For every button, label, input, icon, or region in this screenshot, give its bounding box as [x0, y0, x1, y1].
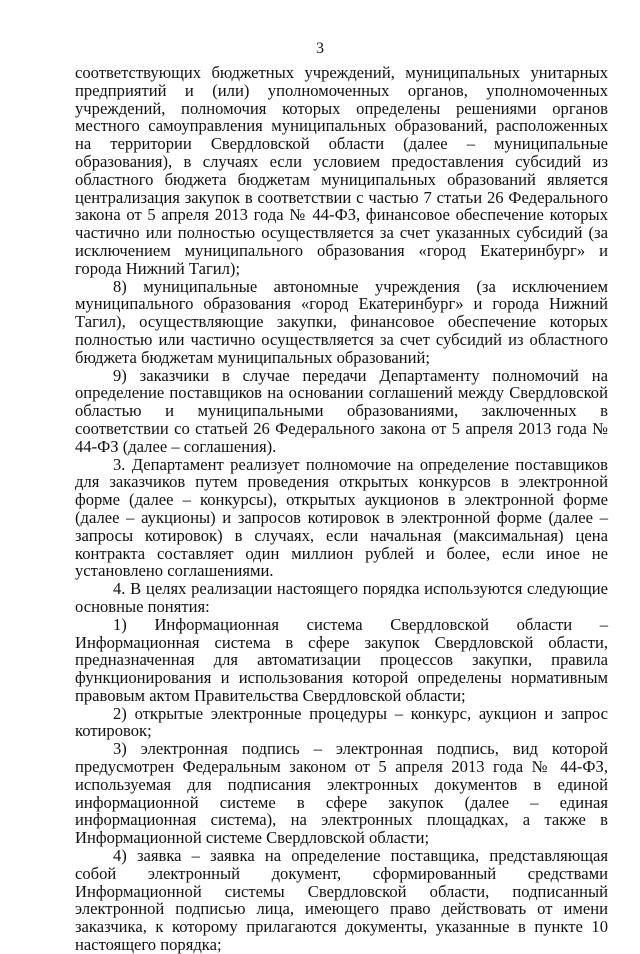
paragraph-definition-2: 2) открытые электронные процедуры – конкурс, аукцион и запрос котировок; [75, 703, 608, 741]
paragraph-item-8: 8) муниципальные автономные учреждения (за исключением муниципального образования «город Екатеринбург» и города Нижний Тагил), осуществляющие закупки, финансовое обеспечение которых полностью или частично осуществляется за счет субсидий из областного бюджета бюджетам муниципальных образований; [75, 276, 608, 367]
paragraph-definition-4: 4) заявка – заявка на определение поставщика, представляющая собой электронный документ, сформированный средствами Информационной системы Свердловской области, подписанный электронной подписью лица, имеющего право действовать от имени заказчика, к которому прилагаются документы, указанные в пункте 10 настоящего порядка; [75, 846, 608, 954]
paragraph-definition-1: 1) Информационная система Свердловской области – Информационная система в сфере закупок Свердловской области, предназначенная для автоматизации процессов закупки, правила функционирования и использования которой определены нормативным правовым актом Правительства Свердловской области; [75, 614, 608, 705]
paragraph-item-9: 9) заказчики в случае передачи Департаменту полномочий на определение поставщиков на основании соглашений между Свердловской областью и муниципальными образованиями, заключенных в соответствии со статьей 26 Федерального закона от 5 апреля 2013 года № 44-ФЗ (далее – соглашения). [75, 365, 608, 456]
page-number: 3 [316, 40, 324, 57]
paragraph-clause-4: 4. В целях реализации настоящего порядка используются следующие основные понятия: [75, 579, 608, 616]
paragraph-continuation: соответствующих бюджетных учреждений, муниципальных унитарных предприятий и (или) уполномоченных органов, уполномоченных учреждений, полномочия которых определены решениями органов местного самоуправления муниципальных образований, расположенных на территории Свердловской области (далее – муниципальные образования), в случаях если условием предоставления субсидий из областного бюджета бюджетам муниципальных образований является централизация закупок в соответствии с частью 7 статьи 26 Федерального закона от 5 апреля 2013 года № 44-ФЗ, финансовое обеспечение которых частично или полностью осуществляется за счет указанных субсидий (за исключением муниципального образования «город Екатеринбург» и города Нижний Тагил); [75, 63, 608, 278]
document-text [75, 64, 608, 954]
paragraph-clause-3: 3. Департамент реализует полномочие на определение поставщиков для заказчиков путем проведения открытых конкурсов в электронной форме (далее – конкурсы), открытых аукционов в электронной форме (далее – аукционы) и запросов котировок в электронной форме (далее – запросы котировок) в случаях, если начальная (максимальная) цена контракта составляет один миллион рублей и более, если иное не установлено соглашениями. [75, 454, 608, 581]
paragraph-definition-3: 3) электронная подпись – электронная подпись, вид которой предусмотрен Федеральным законом от 5 апреля 2013 года № 44-ФЗ, используемая для подписания электронных документов в единой информационной системе в сфере закупок (далее – единая информационная система), на электронных площадках, а также в Информационной системе Свердловской области; [75, 739, 608, 848]
